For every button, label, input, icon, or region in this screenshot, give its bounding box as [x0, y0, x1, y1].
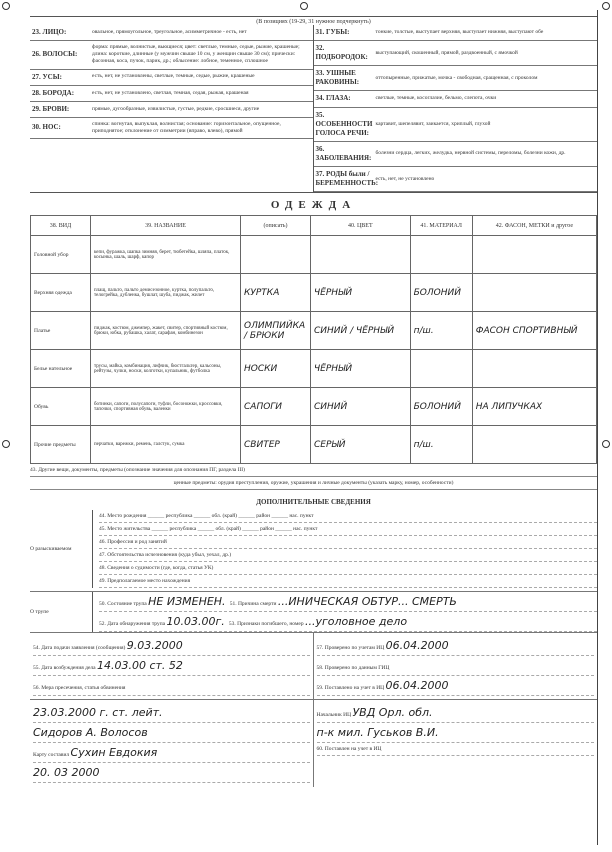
- date-line: 57. Проверено по учетам ИЦ 06.04.2000: [317, 636, 595, 656]
- table-row: Обувь ботинки, сапоги, полусапоги, туфли, босоножки, кроссовки, тапочки, спортивная обувь, валенки САПОГИ СИНИЙ БОЛОНИЙ НА ЛИПУЧКАХ: [31, 388, 597, 426]
- feature-row: 37. РОДЫ были / БЕРЕМЕННОСТЬ: есть, нет, не установлено: [314, 167, 598, 192]
- about-corpse: [30, 591, 597, 632]
- punch-hole: [2, 440, 10, 448]
- corpse-state: 50. Состояние трупа НЕ ИЗМЕНЕН. 51. Причина смерти ...ИНИЧЕСКАЯ ОБТУР... СМЕРТЬ: [99, 592, 597, 612]
- additional-line: 44. Место рождения ______ республика ______ обл. (край) ______ район ______ нас. пункт: [99, 510, 597, 523]
- card-compiler: Карту составил Сухин Евдокия: [33, 743, 310, 763]
- column-header: 42. ФАСОН, МЕТКИ и другое: [472, 216, 596, 236]
- punch-hole: [2, 2, 10, 10]
- header-hint: (В позициях (19-29, 31 нужное подчеркнуть): [30, 16, 597, 25]
- feature-row: 33. УШНЫЕ РАКОВИНЫ: оттопыренные, прижатые, мочка - свободная, сращенная, с проколом: [314, 66, 598, 91]
- clothing-title: ОДЕЖДА: [270, 199, 357, 212]
- feature-row: 34. ГЛАЗА: светлые, темные, косоглазие, бельмо, слепота, очки: [314, 91, 598, 107]
- feature-row: 31. ГУБЫ: тонкие, толстые, выступает верхняя, выступает нижняя, выступают обе: [314, 25, 598, 41]
- column-header: 41. МАТЕРИАЛ: [410, 216, 472, 236]
- feature-row: 29. БРОВИ: прямые, дугообразные, извилистые, густые, редкие, сросшиеся, другие: [30, 102, 313, 118]
- date-line: 59. Поставлено на учет в ИЦ 06.04.2000: [317, 676, 595, 696]
- feature-row: 30. НОС: спинка: вогнутая, выпуклая, волнистая; основание: горизонтальное, опущенное, приподнятое; отклонение от симметрии (вправо, влево), прямой: [30, 118, 313, 139]
- feature-row: 35. ОСОБЕННОСТИ ГОЛОСА РЕЧИ: картавит, шепелявит, заикается, хриплый, глухой: [314, 108, 598, 142]
- feature-row: 23. ЛИЦО: овальное, прямоугольное, треугольное, асимметричное - есть, нет: [30, 25, 313, 41]
- table-row: Белье нательное трусы, майка, комбинация, лифчик, бюстгальтер, кальсоны, рейтузы, чулки, носки, колготки, купальник, футболка НОСКИ ЧЁРНЫЙ: [31, 350, 597, 388]
- column-header: 40. ЦВЕТ: [311, 216, 411, 236]
- date-line: 58. Проверено по данным ГИЦ: [317, 656, 595, 676]
- about-wanted: [30, 510, 597, 588]
- chief: Начальник ИЦ УВД Орл. обл.: [317, 703, 595, 723]
- features-section: [30, 25, 597, 193]
- date-line: 56. Мера пресечения, статья обвинения: [33, 676, 310, 696]
- dates-section: [30, 632, 597, 699]
- table-row: Верхняя одежда плащ, пальто, пальто демисезонное, куртка, полупальто, телогрейка, дубленка, бушлат, шуба, пиджак, жилет КУРТКА ЧЁРНЫЙ БОЛОНИЙ: [31, 274, 597, 312]
- signature: Сидоров А. Волосов: [33, 723, 310, 743]
- line-43: 43. Другие вещи, документы, предметы (опознание значения для опознания ПГ, раздела III): [30, 464, 597, 477]
- line-60: 60. Поставлен на учет в ИЦ: [317, 743, 595, 756]
- card-date: 20. 03 2000: [33, 763, 310, 783]
- feature-row: 36. ЗАБОЛЕВАНИЯ: болезни сердца, легких, желудка, нервной системы, переломы, болезни кожи, др.: [314, 142, 598, 167]
- form-page: [30, 10, 598, 845]
- additional-line: 49. Предполагаемое место нахождения: [99, 575, 597, 588]
- table-row: Головной убор кепи, фуражка, шапка зимняя, берет, тюбетейка, шляпа, платок, косынка, шаль, шарф, капор: [31, 236, 597, 274]
- additional-line: 47. Обстоятельства исчезновения (куда убыл, уехал, др.): [99, 549, 597, 562]
- additional-title: ДОПОЛНИТЕЛЬНЫЕ СВЕДЕНИЯ: [256, 498, 371, 507]
- corpse-date: 52. Дата обнаружения трупа 10.03.00г. 53. Признаки погибшего, номер ...уголовное дело: [99, 612, 597, 632]
- chief-signature: п-к мил. Гуськов В.И.: [317, 723, 595, 743]
- line-43b: ценные предметы: орудия преступления, оружие, украшения и личные документы (указать марку, номер, особенности): [30, 477, 597, 490]
- column-header: 39. НАЗВАНИЕ: [91, 216, 241, 236]
- additional-line: 48. Сведения о судимости (где, когда, статья УК): [99, 562, 597, 575]
- punch-hole: [300, 2, 308, 10]
- signature-date: 23.03.2000 г. ст. лейт.: [33, 703, 310, 723]
- additional-line: 45. Место жительства ______ республика ______ обл. (край) ______ район ______ нас. пункт: [99, 523, 597, 536]
- section-label: О разыскиваемом: [30, 546, 72, 553]
- punch-hole: [602, 440, 610, 448]
- punch-hole: [602, 2, 610, 10]
- section-label: О трупе: [30, 609, 49, 616]
- table-row: Платье пиджак, костюм, джемпер, жакет, свитер, спортивный костюм, брюки, юбка, рубашка, халат, сарафан, комбинезон ОЛИМПИЙКА / БРЮКИ СИНИЙ / ЧЁРНЫЙ п/ш. ФАСОН СПОРТИВНЫЙ: [31, 312, 597, 350]
- date-line: 54. Дата подачи заявления (сообщения) 9.03.2000: [33, 636, 310, 656]
- date-line: 55. Дата возбуждения дела 14.03.00 ст. 52: [33, 656, 310, 676]
- clothing-table: [30, 215, 597, 464]
- feature-row: 28. БОРОДА: есть, нет, не установлено, светлая, темная, седая, рыжая, крашеная: [30, 86, 313, 102]
- table-row: Прочие предметы перчатки, варежки, ремень, галстук, сумка СВИТЕР СЕРЫЙ п/ш.: [31, 426, 597, 464]
- column-header: (описать): [241, 216, 311, 236]
- signatures: [30, 699, 597, 787]
- feature-row: 27. УСЫ: есть, нет, не установлены, светлые, темные, седые, рыжие, крашеные: [30, 70, 313, 86]
- additional-line: 46. Профессия и род занятий: [99, 536, 597, 549]
- feature-row: 26. ВОЛОСЫ: форма: прямые, волнистые, вьющиеся; цвет: светлые, темные, седые, рыжие, крашеные; длина: короткие, длинные (у мужчин свыше 10 см, у женщин свыше 30 см); прически: фасонная, коса, пучок, парик, др.; облысение: лобное, теменное, сплошное: [30, 41, 313, 69]
- feature-row: 32. ПОДБОРОДОК: выступающий, скошенный, прямой, раздвоенный, с ямочкой: [314, 41, 598, 66]
- column-header: 38. ВИД: [31, 216, 91, 236]
